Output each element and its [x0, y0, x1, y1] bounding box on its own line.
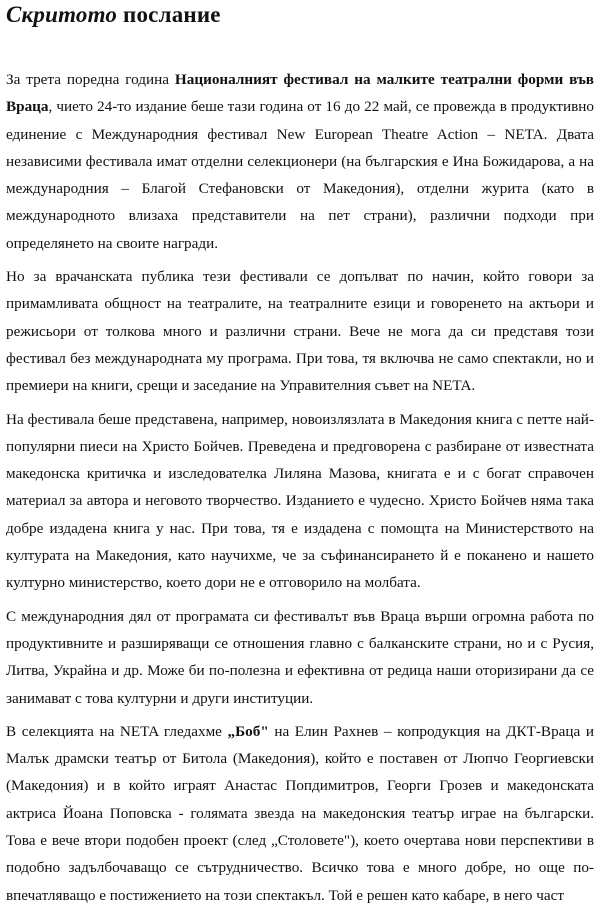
paragraph-text: За трета поредна година	[6, 71, 175, 88]
title-rest: послание	[117, 2, 221, 27]
article-title	[6, 2, 221, 28]
paragraph-2: Но за врачанската публика тези фестивали се допълват по начин, който говори за примамливата общност на театралите, на театралните езици и говоренето на актьори и режисьори от толкова много и различни страни. Вече не мога да си представя този фестивал без международната му програма. При това, тя включва не само спектакли, но и премиери на книги, срещи и заседание на Управителния съвет на NETA.	[6, 268, 594, 395]
article-body	[6, 66, 594, 915]
play-title-bold: „Боб"	[227, 722, 269, 740]
festival-name-bold: Националният фестивал на малките театрални форми във Враца	[6, 71, 594, 116]
paragraph-text: , чието 24-то издание беше тази година от 16 до 22 май, се провежда в продуктивно единение с Международния фестивал New European Theatre Action – NETA. Двата независими фестивала имат отделни селекционери (на българския е Ина Божидарова, а на международния – Благой Стефановски от Македония), отделни журита (като в международното влизаха представители на пет страни), различни подходи при определянето на своите награди.	[6, 98, 594, 252]
paragraph-text: на Елин Рахнев – копродукция на ДКТ-Враца и Малък драмски театър от Битола (Македония), който е поставен от Люпчо Георгиевски (Македония) и в който играят Анастас Попдимитров, Георги Грозев и македонската актриса Йоана Поповска - голямата звезда на македонския театър играе на български. Това е вече втори подобен проект (след „Столовете"), което очертава нови перспективи в подобно задълбочаващо се сътрудничество. Всичко това е много добре, но още по-впечатляващо е постижението на този спектакъл. Той е решен като кабаре, в него част	[6, 722, 594, 904]
paragraph-1	[6, 66, 594, 257]
paragraph-4: С международния дял от програмата си фестивалът във Враца върши огромна работа по продуктивните и разширяващи се отношения главно с балканските страни, но и с Русия, Литва, Украйна и др. Може би по-полезна и ефективна от редица наши оторизирани да се занимават с това културни и други институции.	[6, 607, 594, 707]
paragraph-3: На фестивала беше представена, например, новоизлязлата в Македония книга с петте най-популярни пиеси на Христо Бойчев. Преведена и предговорена с разбиране от известната македонска критичка и изследователка Лиляна Мазова, книгата е и с богат справочен материал за автора и неговото творчество. Изданието е чудесно. Христо Бойчев няма така добре издадена книга у нас. При това, тя е издадена с помощта на Министерството на културата на Македония, като научихме, че за съфинансирането й е поканено и нашето културно министерство, което дори не е отговорило на молбата.	[6, 410, 594, 592]
paragraph-5	[6, 718, 594, 909]
paragraph-text: В селекцията на NETA гледахме	[6, 722, 228, 740]
title-italic-part: Скритото	[6, 2, 118, 27]
